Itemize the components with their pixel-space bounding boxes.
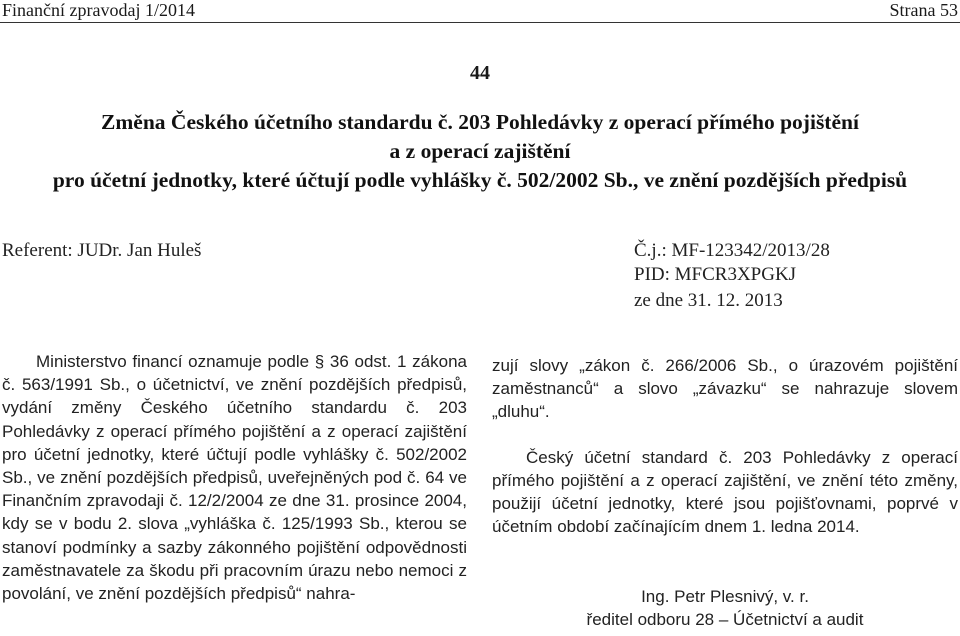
reference-number: Č.j.: MF-123342/2013/28 (634, 240, 830, 261)
title-line-3: pro účetní jednotky, které účtují podle vyhlášky č. 502/2002 Sb., ve znění pozdějších předpisů (52, 168, 908, 192)
page-number: Strana 53 (889, 0, 958, 20)
body-right-column (492, 354, 958, 538)
title-line-1: Změna Českého účetního standardu č. 203 Pohledávky z operací přímého pojištění (101, 110, 859, 134)
header-divider (0, 22, 960, 23)
issue-date: ze dne 31. 12. 2013 (634, 290, 783, 311)
effective-date-paragraph: Český účetní standard č. 203 Pohledávky z operací přímého pojištění a z operací zajištění, ve znění této změny, použijí účetní jednotky, které jsou pojišťovnami, poprvé v účetním období začínajícím dnem 1. ledna 2014. (492, 447, 958, 537)
signatory-role: ředitel odboru 28 – Účetnictví a audit (586, 610, 864, 629)
document-number: 44 (470, 62, 490, 84)
body-left-column (2, 350, 467, 605)
referent: Referent: JUDr. Jan Huleš (2, 240, 202, 261)
signatory-name: Ing. Petr Plesnivý, v. r. (641, 587, 809, 606)
pid: PID: MFCR3XPGKJ (634, 264, 797, 285)
journal-name: Finanční zpravodaj 1/2014 (2, 0, 195, 20)
announcement-paragraph: Ministerstvo financí oznamuje podle § 36 odst. 1 zákona č. 563/1991 Sb., o účetnictví, ve znění pozdějších předpisů, vydání změny Českého účetního standardu č. 203 Pohledávky z operací přímého pojištění a z operací zajištění pro účetní jednotky, které účtují podle vyhlášky č. 502/2002 Sb., ve znění pozdějších předpisů, uveřejněných pod č. 64 ve Finančním zpravodaji č. 12/2/2004 ze dne 31. prosince 2004, kdy se v bodu 2. slova „vyhláška č. 125/1993 Sb., kterou se stanoví podmínky a sazby zákonného pojištění odpovědnosti zaměstnavatele za škodu při pracovním úrazu nebo nemoci z povolání, ve znění pozdějších předpisů“ nahra- (2, 352, 467, 604)
title-line-2: a z operací zajištění (389, 139, 571, 163)
announcement-continuation: zují slovy „zákon č. 266/2006 Sb., o úrazovém pojištění zaměstnanců“ a slovo „závazku“ se nahrazuje slovem „dluhu“. (492, 356, 958, 422)
